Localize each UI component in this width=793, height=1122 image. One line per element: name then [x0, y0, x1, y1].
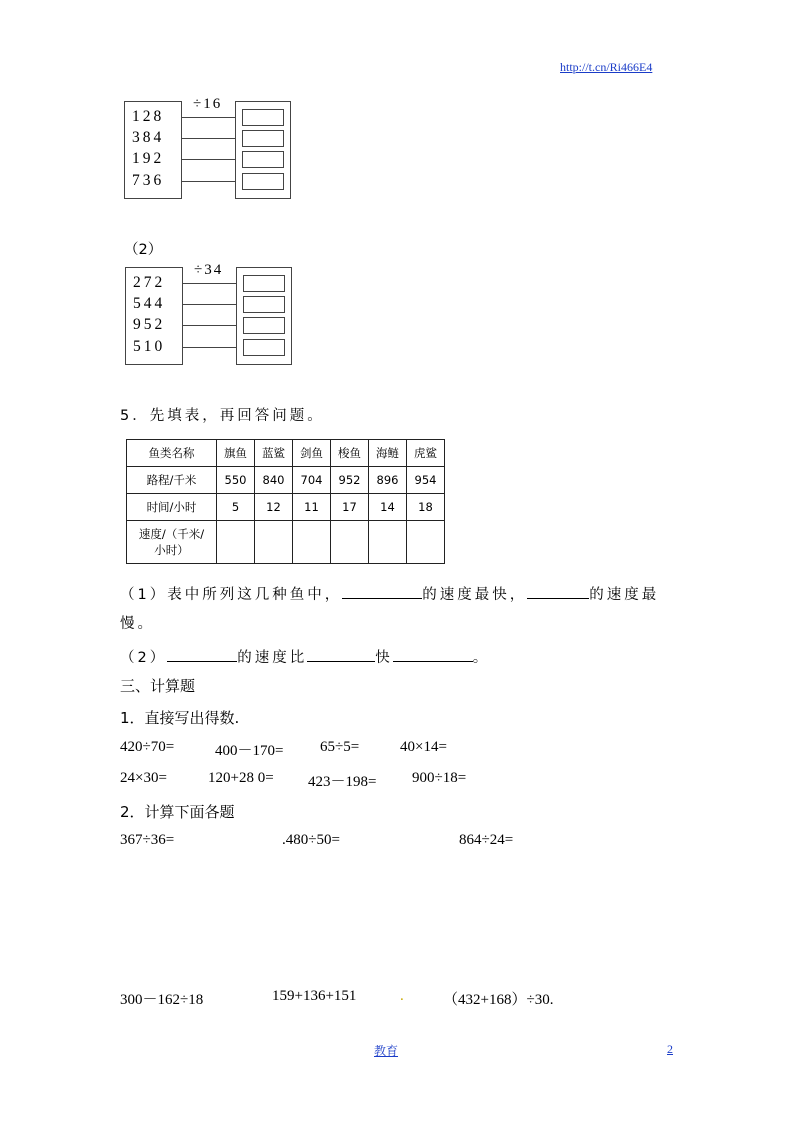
table-header-cell: 蓝鲨	[255, 440, 293, 467]
connector-line	[181, 181, 235, 182]
connector-line	[182, 347, 236, 348]
calc-item: 300－162÷18	[120, 992, 204, 1008]
dividend-number: 128	[132, 108, 165, 125]
answer-blank[interactable]	[342, 582, 422, 599]
calc-item: 40×14=	[400, 739, 447, 755]
sub-question-1	[120, 582, 659, 604]
table-header-cell: 海鲢	[369, 440, 407, 467]
calc-item: 423－198=	[308, 774, 377, 790]
division-diagram-1	[124, 96, 299, 201]
question-5-title: 5．先填表，再回答问题。	[120, 408, 325, 424]
division-diagram-2	[125, 262, 300, 367]
answer-cell[interactable]	[243, 275, 285, 292]
sub-question-2	[120, 645, 490, 667]
calc-item: 864÷24=	[459, 832, 514, 848]
page-number: 2	[667, 1042, 673, 1056]
table-header-cell: 梭鱼	[331, 440, 369, 467]
calc-item: 367÷36=	[120, 832, 175, 848]
footer-link[interactable]: 教育	[374, 1044, 399, 1058]
calc-item: （432+168）÷30.	[443, 992, 554, 1008]
sub-question-text: （1）表中所列这几种鱼中，	[120, 587, 343, 603]
connector-line	[182, 325, 236, 326]
calc-item: .480÷50=	[282, 832, 340, 848]
answer-blank[interactable]	[167, 645, 237, 662]
dividend-number: 510	[133, 338, 166, 355]
connector-line	[181, 159, 235, 160]
row-label	[127, 521, 217, 564]
table-row	[127, 467, 445, 494]
calc-item: 900÷18=	[412, 770, 467, 786]
table-header-cell: 鱼类名称	[127, 440, 217, 467]
answer-cell[interactable]	[243, 339, 285, 356]
dividend-number: 272	[133, 274, 166, 291]
speed-answer-cell[interactable]	[255, 521, 293, 564]
speed-answer-cell[interactable]	[369, 521, 407, 564]
answer-blank[interactable]	[393, 645, 473, 662]
answer-cell[interactable]	[243, 317, 285, 334]
table-cell: 840	[255, 467, 293, 494]
table-header-cell: 虎鲨	[407, 440, 445, 467]
sub-question-text: 。	[472, 650, 491, 666]
sub-question-text: 的速度比	[237, 650, 308, 666]
sub-question-text: 快	[375, 650, 393, 666]
answer-cell[interactable]	[242, 109, 284, 126]
sub-question-text: 的速度最	[589, 587, 660, 603]
answer-blank[interactable]	[527, 582, 589, 599]
header-url-link[interactable]: http://t.cn/Ri466E4	[560, 60, 653, 74]
connector-line	[182, 283, 236, 284]
calc-item: 420÷70=	[120, 739, 175, 755]
speed-answer-cell[interactable]	[293, 521, 331, 564]
answer-cell[interactable]	[242, 130, 284, 147]
divisor-label: ÷34	[194, 262, 224, 278]
table-cell: 954	[407, 467, 445, 494]
answer-cell[interactable]	[242, 151, 284, 168]
speed-answer-cell[interactable]	[217, 521, 255, 564]
table-cell: 14	[369, 494, 407, 521]
calc-item: 120+28 0=	[208, 770, 274, 786]
sub-question-text: （2）	[120, 650, 168, 666]
sub-question-1-continued: 慢。	[120, 616, 155, 632]
table-cell: 896	[369, 467, 407, 494]
dividend-number: 736	[132, 172, 165, 189]
speed-answer-cell[interactable]	[331, 521, 369, 564]
connector-line	[182, 304, 236, 305]
table-header-row	[127, 440, 445, 467]
sub-question-text: 的速度最快，	[422, 587, 528, 603]
table-cell: 952	[331, 467, 369, 494]
table-cell: 18	[407, 494, 445, 521]
part-2-label: （2）	[124, 242, 163, 258]
table-header-cell: 剑鱼	[293, 440, 331, 467]
connector-line	[181, 138, 235, 139]
table-row	[127, 494, 445, 521]
divisor-label: ÷16	[193, 96, 223, 112]
stray-dot: .	[400, 988, 404, 1004]
calc-item: 24×30=	[120, 770, 167, 786]
calc-question-2-title: 2．计算下面各题	[120, 803, 235, 821]
speed-label-line-2: 小时）	[154, 543, 189, 557]
answer-cell[interactable]	[242, 173, 284, 190]
dividend-number: 384	[132, 129, 165, 146]
calc-item: 65÷5=	[320, 739, 360, 755]
connector-line	[181, 117, 235, 118]
table-cell: 17	[331, 494, 369, 521]
row-label: 路程/千米	[127, 467, 217, 494]
dividend-number: 192	[132, 150, 165, 167]
table-cell: 550	[217, 467, 255, 494]
calc-item: 159+136+151	[272, 988, 357, 1004]
speed-label-line-1: 速度/（千米/	[138, 527, 205, 541]
row-label: 时间/小时	[127, 494, 217, 521]
table-cell: 704	[293, 467, 331, 494]
table-cell: 11	[293, 494, 331, 521]
answer-cell[interactable]	[243, 296, 285, 313]
calc-question-1-title: 1．直接写出得数.	[120, 709, 240, 727]
table-cell: 5	[217, 494, 255, 521]
calc-item: 400－170=	[215, 743, 284, 759]
answer-blank[interactable]	[307, 645, 375, 662]
section-3-title: 三、计算题	[120, 677, 196, 695]
dividend-number: 952	[133, 316, 166, 333]
speed-answer-cell[interactable]	[407, 521, 445, 564]
table-row	[127, 521, 445, 564]
table-header-cell: 旗鱼	[217, 440, 255, 467]
fish-speed-table	[126, 439, 445, 564]
dividend-number: 544	[133, 295, 166, 312]
table-cell: 12	[255, 494, 293, 521]
